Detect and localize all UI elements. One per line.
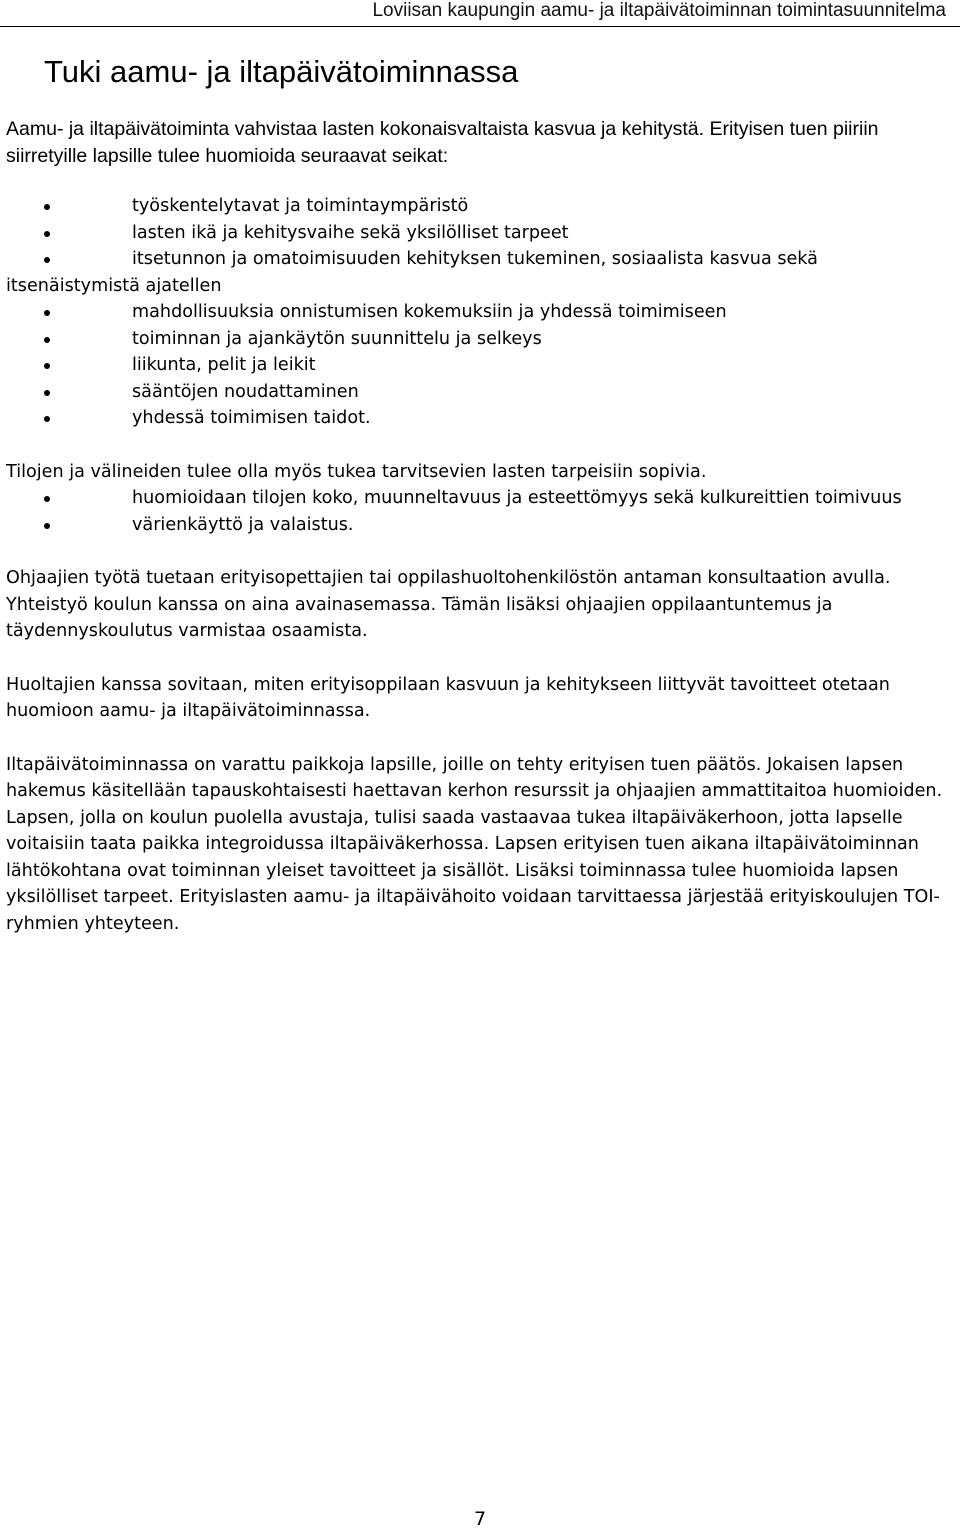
staff-support-paragraph: Ohjaajien työtä tuetaan erityisopettajien tai oppilashuoltohenkilöstön antaman konsultaation avulla. Yhteistyö koulun kanssa on aina avainasemassa. Tämän lisäksi ohjaajien oppilaantuntemus ja täydennyskoulutus varmistaa osaamista. — [6, 568, 891, 641]
list-item: mahdollisuuksia onnistumisen kokemuksiin ja yhdessä toimimiseen — [6, 299, 956, 326]
list-item: toiminnan ja ajankäytön suunnittelu ja selkeys — [6, 326, 956, 353]
list-item: sääntöjen noudattaminen — [6, 379, 956, 406]
spacer — [6, 645, 956, 672]
bullet-icon — [44, 337, 50, 343]
bullet-icon — [44, 231, 50, 237]
bullet-icon — [44, 390, 50, 396]
list-item: lasten ikä ja kehitysvaihe sekä yksilölliset tarpeet — [6, 220, 956, 247]
bullet-icon — [44, 416, 50, 422]
list-item: työskentelytavat ja toimintaympäristö — [6, 193, 956, 220]
section-title: Tuki aamu- ja iltapäivätoiminnassa — [44, 54, 519, 89]
intro-paragraph: Aamu- ja iltapäivätoiminta vahvistaa lasten kokonaisvaltaista kasvua ja kehitystä. Erityisen tuen piiriin siirretyille lapsille tulee huomioida seuraavat seikat: — [6, 118, 879, 167]
list-item: yhdessä toimimisen taidot. — [6, 405, 956, 432]
header-rule — [0, 26, 960, 27]
list-item: huomioidaan tilojen koko, muunneltavuus ja esteettömyys sekä kulkureittien toimivuus — [6, 485, 956, 512]
spacer — [6, 725, 956, 752]
guardians-paragraph: Huoltajien kanssa sovitaan, miten erityisoppilaan kasvuun ja kehitykseen liittyvät tavoitteet otetaan huomioon aamu- ja iltapäivätoiminnassa. — [6, 674, 890, 721]
bullet-icon — [44, 204, 50, 210]
spacer — [6, 432, 956, 459]
bullet-icon — [44, 257, 50, 263]
document-body — [6, 193, 956, 937]
bullet-icon — [44, 310, 50, 316]
support-factors-list — [6, 193, 956, 432]
facilities-paragraph: Tilojen ja välineiden tulee olla myös tukea tarvitsevien lasten tarpeisiin sopivia. — [6, 461, 707, 482]
list-item: värienkäyttö ja valaistus. — [6, 512, 956, 539]
list-item: liikunta, pelit ja leikit — [6, 352, 956, 379]
page-number: 7 — [473, 1508, 487, 1530]
afternoon-activity-paragraph: Iltapäivätoiminnassa on varattu paikkoja lapsille, joille on tehty erityisen tuen päätös. Jokaisen lapsen hakemus käsitellään tapauskohtaisesti haettavan kerhon resurssit ja ohjaajien ammattitaitoa huomioiden. Lapsen, jolla on koulun puolella avustaja, tulisi saada vastaavaa tukea iltapäiväkerhoon, jotta lapselle voitaisiin taata paikka integroidussa iltapäiväkerhossa. Lapsen erityisen tuen aikana iltapäivätoiminnan lähtökohtana ovat toiminnan yleiset tavoitteet ja sisällöt. Lisäksi toiminnassa tulee huomioida lapsen yksilölliset tarpeet. Erityislasten aamu- ja iltapäivähoito voidaan tarvittaessa järjestää erityiskoulujen TOI-ryhmien yhteyteen. — [6, 754, 943, 934]
facilities-list — [6, 485, 956, 538]
list-item: itsetunnon ja omatoimisuuden kehityksen tukeminen, sosiaalista kasvua sekä itsenäistymistä ajatellen — [6, 249, 818, 296]
bullet-icon — [44, 523, 50, 529]
bullet-icon — [44, 363, 50, 369]
spacer — [6, 538, 956, 565]
running-header: Loviisan kaupungin aamu- ja iltapäivätoiminnan toimintasuunnitelma — [372, 0, 946, 21]
bullet-icon — [44, 496, 50, 502]
